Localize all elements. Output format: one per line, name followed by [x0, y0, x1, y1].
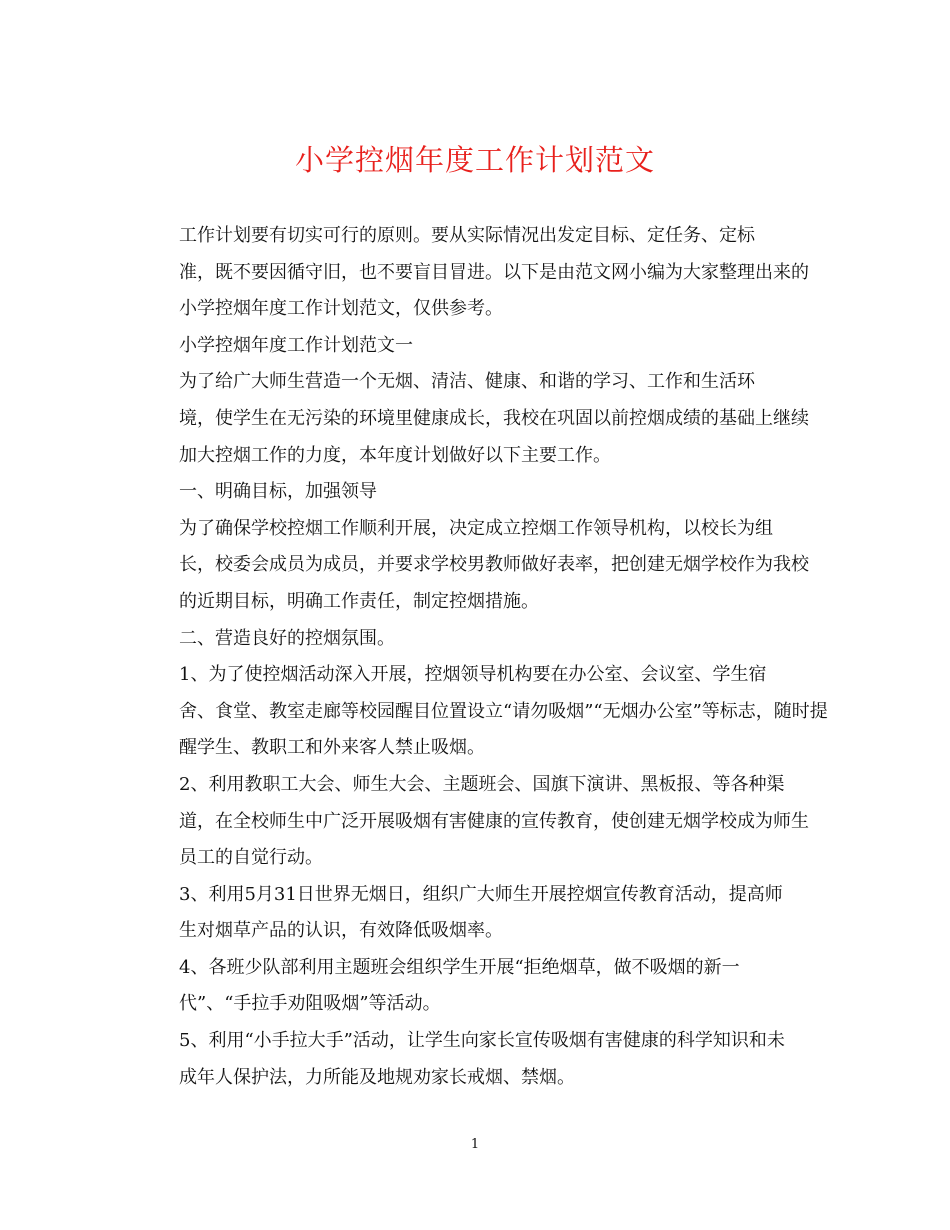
- paragraph-line: 准，既不要因循守旧，也不要盲目冒进。以下是由范文网小编为大家整理出来的: [179, 261, 809, 283]
- document-body: [143, 218, 828, 1096]
- list-item-2: [143, 767, 808, 877]
- paragraph-line: 员工的自觉行动。: [179, 847, 323, 869]
- paragraph-line: 2、利用教职工大会、师生大会、主题班会、国旗下演讲、黑板报、等各种渠: [179, 773, 785, 795]
- paragraph-line: 3、利用5月31日世界无烟日，组织广大师生开展控烟宣传教育活动，提高师: [179, 883, 783, 905]
- list-item-3: [143, 877, 808, 950]
- paragraph-line: 道，在全校师生中广泛开展吸烟有害健康的宣传教育，使创建无烟学校成为师生: [179, 810, 809, 832]
- paragraph-line: 一、明确目标，加强领导: [179, 481, 377, 503]
- paragraph-leadership: [143, 511, 808, 621]
- paragraph-line: 为了给广大师生营造一个无烟、清洁、健康、和谐的学习、工作和生活环: [179, 371, 755, 393]
- paragraph-line: 长，校委会成员为成员，并要求学校男教师做好表率，把创建无烟学校作为我校: [179, 554, 809, 576]
- paragraph-line: 的近期目标，明确工作责任，制定控烟措施。: [179, 590, 539, 612]
- paragraph-line: 小学控烟年度工作计划范文一: [179, 334, 413, 356]
- document-title: 小学控烟年度工作计划范文: [294, 143, 655, 177]
- paragraph-line: 4、各班少队部利用主题班会组织学生开展“拒绝烟草，做不吸烟的新一: [179, 956, 740, 978]
- paragraph-line: 代”、“手拉手劝阻吸烟”等活动。: [179, 993, 441, 1015]
- paragraph-line: 工作计划要有切实可行的原则。要从实际情况出发定目标、定任务、定标: [179, 225, 755, 246]
- paragraph-line: 醒学生、教职工和外来客人禁止吸烟。: [179, 737, 485, 759]
- paragraph-line: 二、营造良好的控烟氛围。: [179, 627, 395, 649]
- paragraph-line: 境，使学生在无污染的环境里健康成长，我校在巩固以前控烟成绩的基础上继续: [179, 407, 809, 429]
- list-item-4: [143, 950, 808, 1023]
- paragraph-line: 小学控烟年度工作计划范文，仅供参考。: [179, 298, 503, 320]
- section-heading: [143, 328, 808, 365]
- paragraph-line: 1、为了使控烟活动深入开展，控烟领导机构要在办公室、会议室、学生宿: [179, 664, 767, 686]
- paragraph-line: 生对烟草产品的认识，有效降低吸烟率。: [179, 920, 503, 942]
- paragraph-line: 成年人保护法，力所能及地规劝家长戒烟、禁烟。: [179, 1066, 575, 1088]
- paragraph-line: 5、利用“小手拉大手”活动，让学生向家长宣传吸烟有害健康的科学知识和未: [179, 1030, 785, 1052]
- section-heading: [143, 474, 808, 511]
- paragraph-line: 加大控烟工作的力度，本年度计划做好以下主要工作。: [179, 444, 611, 466]
- list-item-1: [143, 657, 828, 767]
- paragraph-intro: [143, 218, 808, 328]
- paragraph-line: 舍、食堂、教室走廊等校园醒目位置设立“请勿吸烟”“无烟办公室”等标志，随时提: [179, 700, 828, 722]
- paragraph-line: 为了确保学校控烟工作顺利开展，决定成立控烟工作领导机构，以校长为组: [179, 517, 773, 539]
- page-number: 1: [470, 1137, 480, 1152]
- paragraph-purpose: [143, 364, 808, 474]
- list-item-5: [143, 1023, 808, 1096]
- section-heading: [143, 621, 808, 658]
